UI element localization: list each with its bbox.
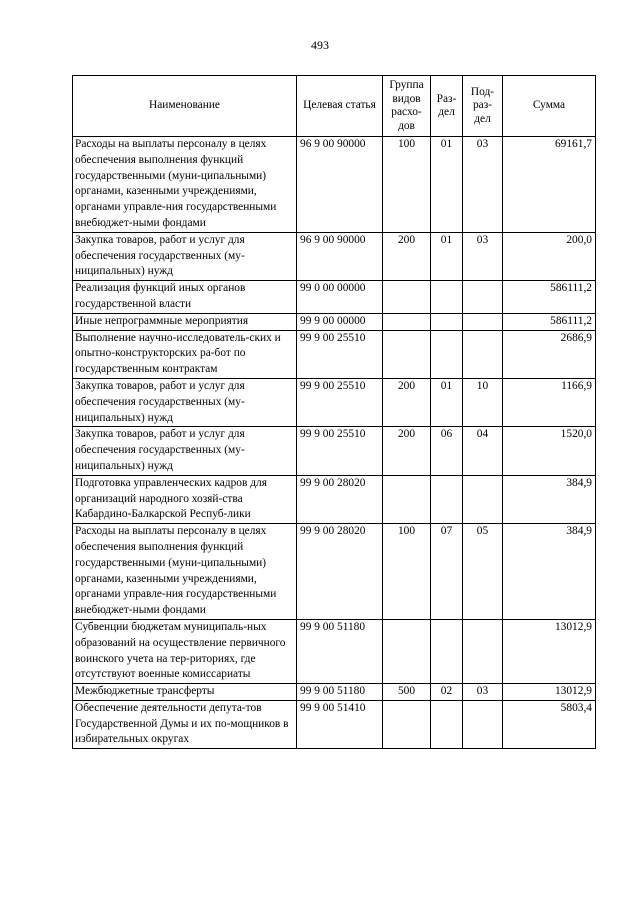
cell-name: Иные непрограммные мероприятия [73,313,297,330]
table-row [73,684,596,701]
cell-target: 99 9 00 25510 [297,427,383,475]
cell-subsection [463,700,503,748]
cell-section [431,619,463,683]
cell-target: 96 9 00 90000 [297,137,383,233]
cell-section [431,475,463,523]
column-header-name: Наименование [73,76,297,137]
cell-subsection: 04 [463,427,503,475]
cell-subsection [463,281,503,314]
cell-sum: 586111,2 [503,281,596,314]
cell-subsection: 03 [463,232,503,280]
cell-name: Закупка товаров, работ и услуг для обеспечения государственных (му-ниципальных) нужд [73,232,297,280]
cell-name: Подготовка управленческих кадров для организаций народного хозяй-ства Кабардино-Балкарской Респуб-лики [73,475,297,523]
cell-name: Реализация функций иных органов государственной власти [73,281,297,314]
cell-section: 01 [431,137,463,233]
column-header-section: Раз-дел [431,76,463,137]
cell-sum: 69161,7 [503,137,596,233]
cell-group [383,281,431,314]
cell-sum: 384,9 [503,524,596,620]
cell-sum: 1166,9 [503,378,596,426]
cell-name: Обеспечение деятельности депута-тов Государственной Думы и их по-мощников в избирательных округах [73,700,297,748]
cell-group: 100 [383,524,431,620]
cell-sum: 200,0 [503,232,596,280]
cell-section: 01 [431,232,463,280]
cell-section: 06 [431,427,463,475]
table-row [73,232,596,280]
cell-group: 500 [383,684,431,701]
table-row [73,378,596,426]
page-number: 493 [311,38,329,52]
cell-subsection [463,475,503,523]
cell-name: Субвенции бюджетам муниципаль-ных образований на осуществление первичного воинского учета на тер-риториях, где отсутствуют военные комиссариаты [73,619,297,683]
budget-table [72,75,596,749]
cell-name: Межбюджетные трансферты [73,684,297,701]
table-row [73,313,596,330]
table-row [73,330,596,378]
cell-subsection [463,330,503,378]
cell-subsection [463,313,503,330]
table-row [73,427,596,475]
cell-section: 07 [431,524,463,620]
table-row [73,700,596,748]
cell-group [383,330,431,378]
column-header-subsection: Под-раз-дел [463,76,503,137]
cell-target: 99 9 00 28020 [297,524,383,620]
table-row [73,619,596,683]
cell-group: 100 [383,137,431,233]
table-row [73,281,596,314]
column-header-group: Группа видов расхо-дов [383,76,431,137]
cell-group [383,475,431,523]
cell-section [431,313,463,330]
cell-name: Выполнение научно-исследователь-ских и опытно-конструкторских ра-бот по государственным контрактам [73,330,297,378]
cell-sum: 13012,9 [503,619,596,683]
table-row [73,524,596,620]
cell-section: 02 [431,684,463,701]
cell-sum: 2686,9 [503,330,596,378]
cell-subsection: 05 [463,524,503,620]
cell-name: Расходы на выплаты персоналу в целях обеспечения выполнения функций государственными (муни-ципальными) органами, казенными учреждениями, органами управле-ния государственными внебюджет-ными фондами [73,137,297,233]
cell-sum: 13012,9 [503,684,596,701]
cell-name: Закупка товаров, работ и услуг для обеспечения государственных (му-ниципальных) нужд [73,427,297,475]
table-header-row [73,76,596,137]
cell-section [431,281,463,314]
cell-section [431,330,463,378]
cell-group: 200 [383,232,431,280]
cell-group: 200 [383,378,431,426]
cell-group [383,619,431,683]
cell-target: 99 9 00 51180 [297,619,383,683]
column-header-sum: Сумма [503,76,596,137]
cell-target: 99 9 00 25510 [297,378,383,426]
cell-group: 200 [383,427,431,475]
cell-target: 99 0 00 00000 [297,281,383,314]
table-body [73,137,596,749]
cell-subsection: 03 [463,684,503,701]
cell-subsection: 03 [463,137,503,233]
cell-sum: 1520,0 [503,427,596,475]
cell-name: Закупка товаров, работ и услуг для обеспечения государственных (му-ниципальных) нужд [73,378,297,426]
cell-sum: 586111,2 [503,313,596,330]
table-row [73,137,596,233]
cell-section: 01 [431,378,463,426]
cell-target: 99 9 00 00000 [297,313,383,330]
table-row [73,475,596,523]
cell-sum: 384,9 [503,475,596,523]
cell-target: 99 9 00 28020 [297,475,383,523]
cell-target: 99 9 00 51410 [297,700,383,748]
cell-name: Расходы на выплаты персоналу в целях обеспечения выполнения функций государственными (муни-ципальными) органами, казенными учреждениями, органами управле-ния государственными внебюджет-ными фондами [73,524,297,620]
column-header-target: Целевая статья [297,76,383,137]
cell-section [431,700,463,748]
cell-subsection [463,619,503,683]
cell-target: 96 9 00 90000 [297,232,383,280]
cell-sum: 5803,4 [503,700,596,748]
cell-group [383,313,431,330]
cell-group [383,700,431,748]
cell-target: 99 9 00 51180 [297,684,383,701]
cell-target: 99 9 00 25510 [297,330,383,378]
cell-subsection: 10 [463,378,503,426]
